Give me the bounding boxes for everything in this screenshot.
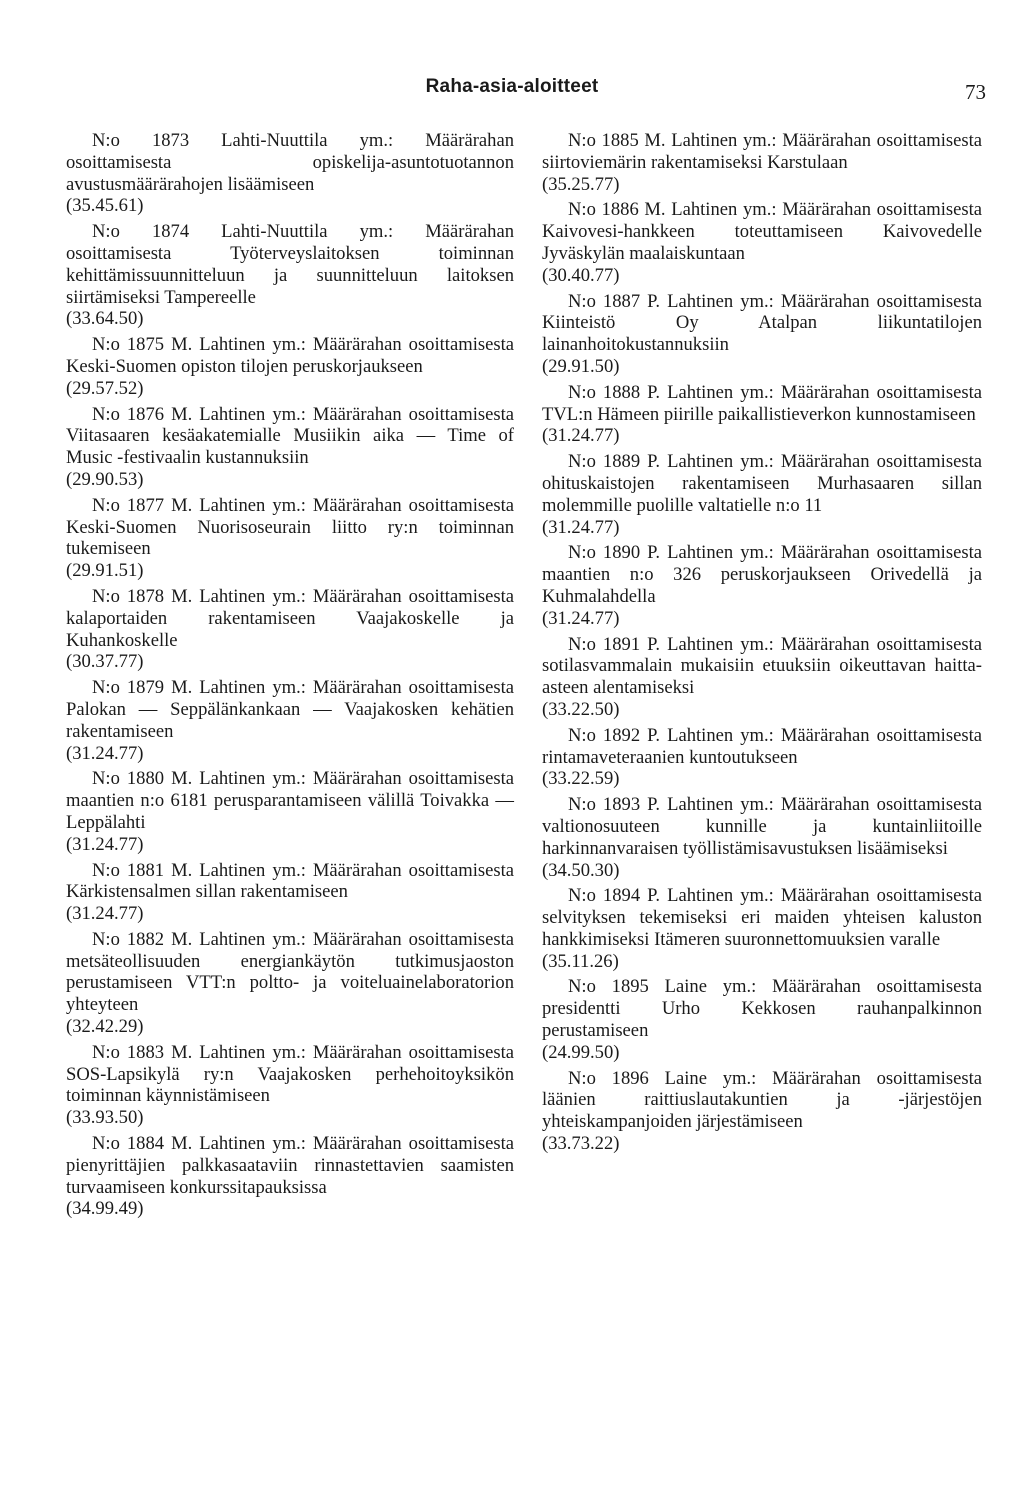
budget-code: (30.37.77) xyxy=(66,651,144,673)
motion-entry xyxy=(542,199,982,286)
motion-entry xyxy=(66,860,514,925)
budget-code: (35.11.26) xyxy=(542,950,619,972)
motion-entry xyxy=(542,634,982,721)
motion-text: N:o 1873 Lahti-Nuuttila ym.: Määrärahan osoittamisesta opiskelija-asuntotuotannon avustusmäärärahojen lisäämiseen xyxy=(66,130,514,195)
budget-code: (33.73.22) xyxy=(542,1133,620,1155)
motion-text: N:o 1889 P. Lahtinen ym.: Määrärahan osoittamisesta ohituskaistojen rakentamiseen Murhasaaren sillan molemmille puolille valtatielle n:o 11 xyxy=(542,451,982,516)
budget-code: (29.90.53) xyxy=(66,468,144,490)
budget-code: (33.22.59) xyxy=(542,768,620,790)
motion-entry xyxy=(66,334,514,399)
budget-code: (33.22.50) xyxy=(542,698,620,720)
budget-code: (35.45.61) xyxy=(66,195,144,217)
motion-text: N:o 1876 M. Lahtinen ym.: Määrärahan osoittamisesta Viitasaaren kesäakatemialle Musiikin aika — Time of Music -festivaalin kustannuksiin xyxy=(66,403,514,469)
motion-entry xyxy=(66,1042,514,1129)
motion-entry xyxy=(66,221,514,330)
budget-code: (34.99.49) xyxy=(66,1198,144,1220)
motion-entry xyxy=(542,725,982,790)
motion-text: N:o 1892 P. Lahtinen ym.: Määrärahan osoittamisesta rintamaveteraanien kuntoutukseen xyxy=(542,724,982,768)
motion-text: N:o 1890 P. Lahtinen ym.: Määrärahan osoittamisesta maantien n:o 326 peruskorjaukseen Orivedellä ja Kuhmalahdella xyxy=(542,542,982,607)
budget-code: (33.93.50) xyxy=(66,1107,144,1129)
motion-entry xyxy=(542,542,982,629)
motion-entry xyxy=(66,929,514,1038)
motion-text: N:o 1885 M. Lahtinen ym.: Määrärahan osoittamisesta siirtoviemärin rakentamiseksi Karstulaan xyxy=(542,130,982,173)
budget-code: (33.64.50) xyxy=(66,308,144,330)
motion-text: N:o 1895 Laine ym.: Määrärahan osoittamisesta presidentti Urho Kekkosen rauhanpalkinnon perustamiseen xyxy=(542,976,982,1042)
budget-code: (31.24.77) xyxy=(542,425,620,447)
budget-code: (31.24.77) xyxy=(66,742,144,764)
motion-text: N:o 1883 M. Lahtinen ym.: Määrärahan osoittamisesta SOS-Lapsikylä ry:n Vaajakosken perhehoitoyksikön toiminnan käynnistämiseen xyxy=(66,1041,514,1107)
motion-text: N:o 1891 P. Lahtinen ym.: Määrärahan osoittamisesta sotilasvammalain mukaisiin etuuksiin oikeuttavan haitta-asteen alentamiseksi xyxy=(542,633,982,699)
budget-code: (31.24.77) xyxy=(66,833,144,855)
motion-text: N:o 1881 M. Lahtinen ym.: Määrärahan osoittamisesta Kärkistensalmen sillan rakentamiseen xyxy=(66,859,514,903)
motion-entry xyxy=(66,677,514,764)
motion-entry xyxy=(542,1068,982,1155)
motion-text: N:o 1877 M. Lahtinen ym.: Määrärahan osoittamisesta Keski-Suomen Nuorisoseurain liitto ry:n toiminnan tukemiseen xyxy=(66,494,514,560)
right-column xyxy=(542,130,982,1159)
motion-text: N:o 1874 Lahti-Nuuttila ym.: Määrärahan osoittamisesta Työterveyslaitoksen toiminnan kehittämissuunnitteluun ja suunnitteluun laitoksen siirtämiseksi Tampereelle xyxy=(66,221,514,308)
left-column xyxy=(66,130,514,1224)
budget-code: (32.42.29) xyxy=(66,1016,144,1038)
motion-text: N:o 1875 M. Lahtinen ym.: Määrärahan osoittamisesta Keski-Suomen opiston tilojen peruskorjaukseen xyxy=(66,334,514,377)
motion-text: N:o 1893 P. Lahtinen ym.: Määrärahan osoittamisesta valtionosuuteen kunnille ja kuntainliitoille harkinnanvaraisen työllistämisavustuksen lisäämiseksi xyxy=(542,794,982,859)
motion-entry xyxy=(542,794,982,881)
motion-text: N:o 1894 P. Lahtinen ym.: Määrärahan osoittamisesta selvityksen tekemiseksi eri maiden yhteisen kaluston hankkimiseksi Itämeren suuronnettomuuksien varalle xyxy=(542,885,982,950)
motion-entry xyxy=(542,885,982,972)
budget-code: (30.40.77) xyxy=(542,264,620,286)
motion-entry xyxy=(66,404,514,491)
budget-code: (31.24.77) xyxy=(542,607,620,629)
budget-code: (35.25.77) xyxy=(542,173,620,195)
motion-entry xyxy=(66,1133,514,1220)
running-title: Raha-asia-aloitteet xyxy=(425,76,599,97)
motion-entry xyxy=(542,451,982,538)
motion-text: N:o 1879 M. Lahtinen ym.: Määrärahan osoittamisesta Palokan — Seppälänkankaan — Vaajakosken kehätien rakentamiseen xyxy=(66,677,514,742)
motion-entry xyxy=(66,768,514,855)
budget-code: (31.24.77) xyxy=(542,516,620,538)
motion-text: N:o 1882 M. Lahtinen ym.: Määrärahan osoittamisesta metsäteollisuuden energiankäytön tutkimusjaoston perustamiseen VTT:n poltto- ja voiteluainelaboratorion yhteyteen xyxy=(66,928,514,1016)
motion-entry xyxy=(66,130,514,217)
motion-text: N:o 1884 M. Lahtinen ym.: Määrärahan osoittamisesta pienyrittäjien palkkasaataviin rinnastettavien saamisten turvaamiseen konkurssitapauksissa xyxy=(66,1133,514,1198)
budget-code: (34.50.30) xyxy=(542,859,620,881)
budget-code: (29.91.51) xyxy=(66,560,144,582)
motion-entry xyxy=(542,291,982,378)
motion-text: N:o 1887 P. Lahtinen ym.: Määrärahan osoittamisesta Kiinteistö Oy Atalpan liikuntatilojen lainanhoitokustannuksiin xyxy=(542,290,982,356)
motion-entry xyxy=(542,130,982,195)
budget-code: (24.99.50) xyxy=(542,1041,620,1063)
motion-text: N:o 1888 P. Lahtinen ym.: Määrärahan osoittamisesta TVL:n Hämeen piirille paikallistieverkon kunnostamiseen xyxy=(542,381,982,425)
motion-text: N:o 1886 M. Lahtinen ym.: Määrärahan osoittamisesta Kaivovesi-hankkeen toteuttamiseen Kaivovedelle Jyväskylän maalaiskuntaan xyxy=(542,199,982,264)
budget-code: (31.24.77) xyxy=(66,903,144,925)
motion-text: N:o 1878 M. Lahtinen ym.: Määrärahan osoittamisesta kalaportaiden rakentamiseen Vaajakoskelle ja Kuhankoskelle xyxy=(66,585,514,651)
budget-code: (29.91.50) xyxy=(542,355,620,377)
motion-entry xyxy=(66,586,514,673)
motion-text: N:o 1880 M. Lahtinen ym.: Määrärahan osoittamisesta maantien n:o 6181 perusparantamiseen välillä Toivakka — Leppälahti xyxy=(66,768,514,833)
motion-text: N:o 1896 Laine ym.: Määrärahan osoittamisesta läänien raittiuslautakuntien ja -järjestöjen yhteiskampanjoiden järjestämiseen xyxy=(542,1067,982,1133)
page-header xyxy=(0,76,1024,106)
budget-code: (29.57.52) xyxy=(66,377,144,399)
motion-entry xyxy=(542,976,982,1063)
motion-entry xyxy=(66,495,514,582)
motion-entry xyxy=(542,382,982,447)
page-number: 73 xyxy=(965,80,986,104)
